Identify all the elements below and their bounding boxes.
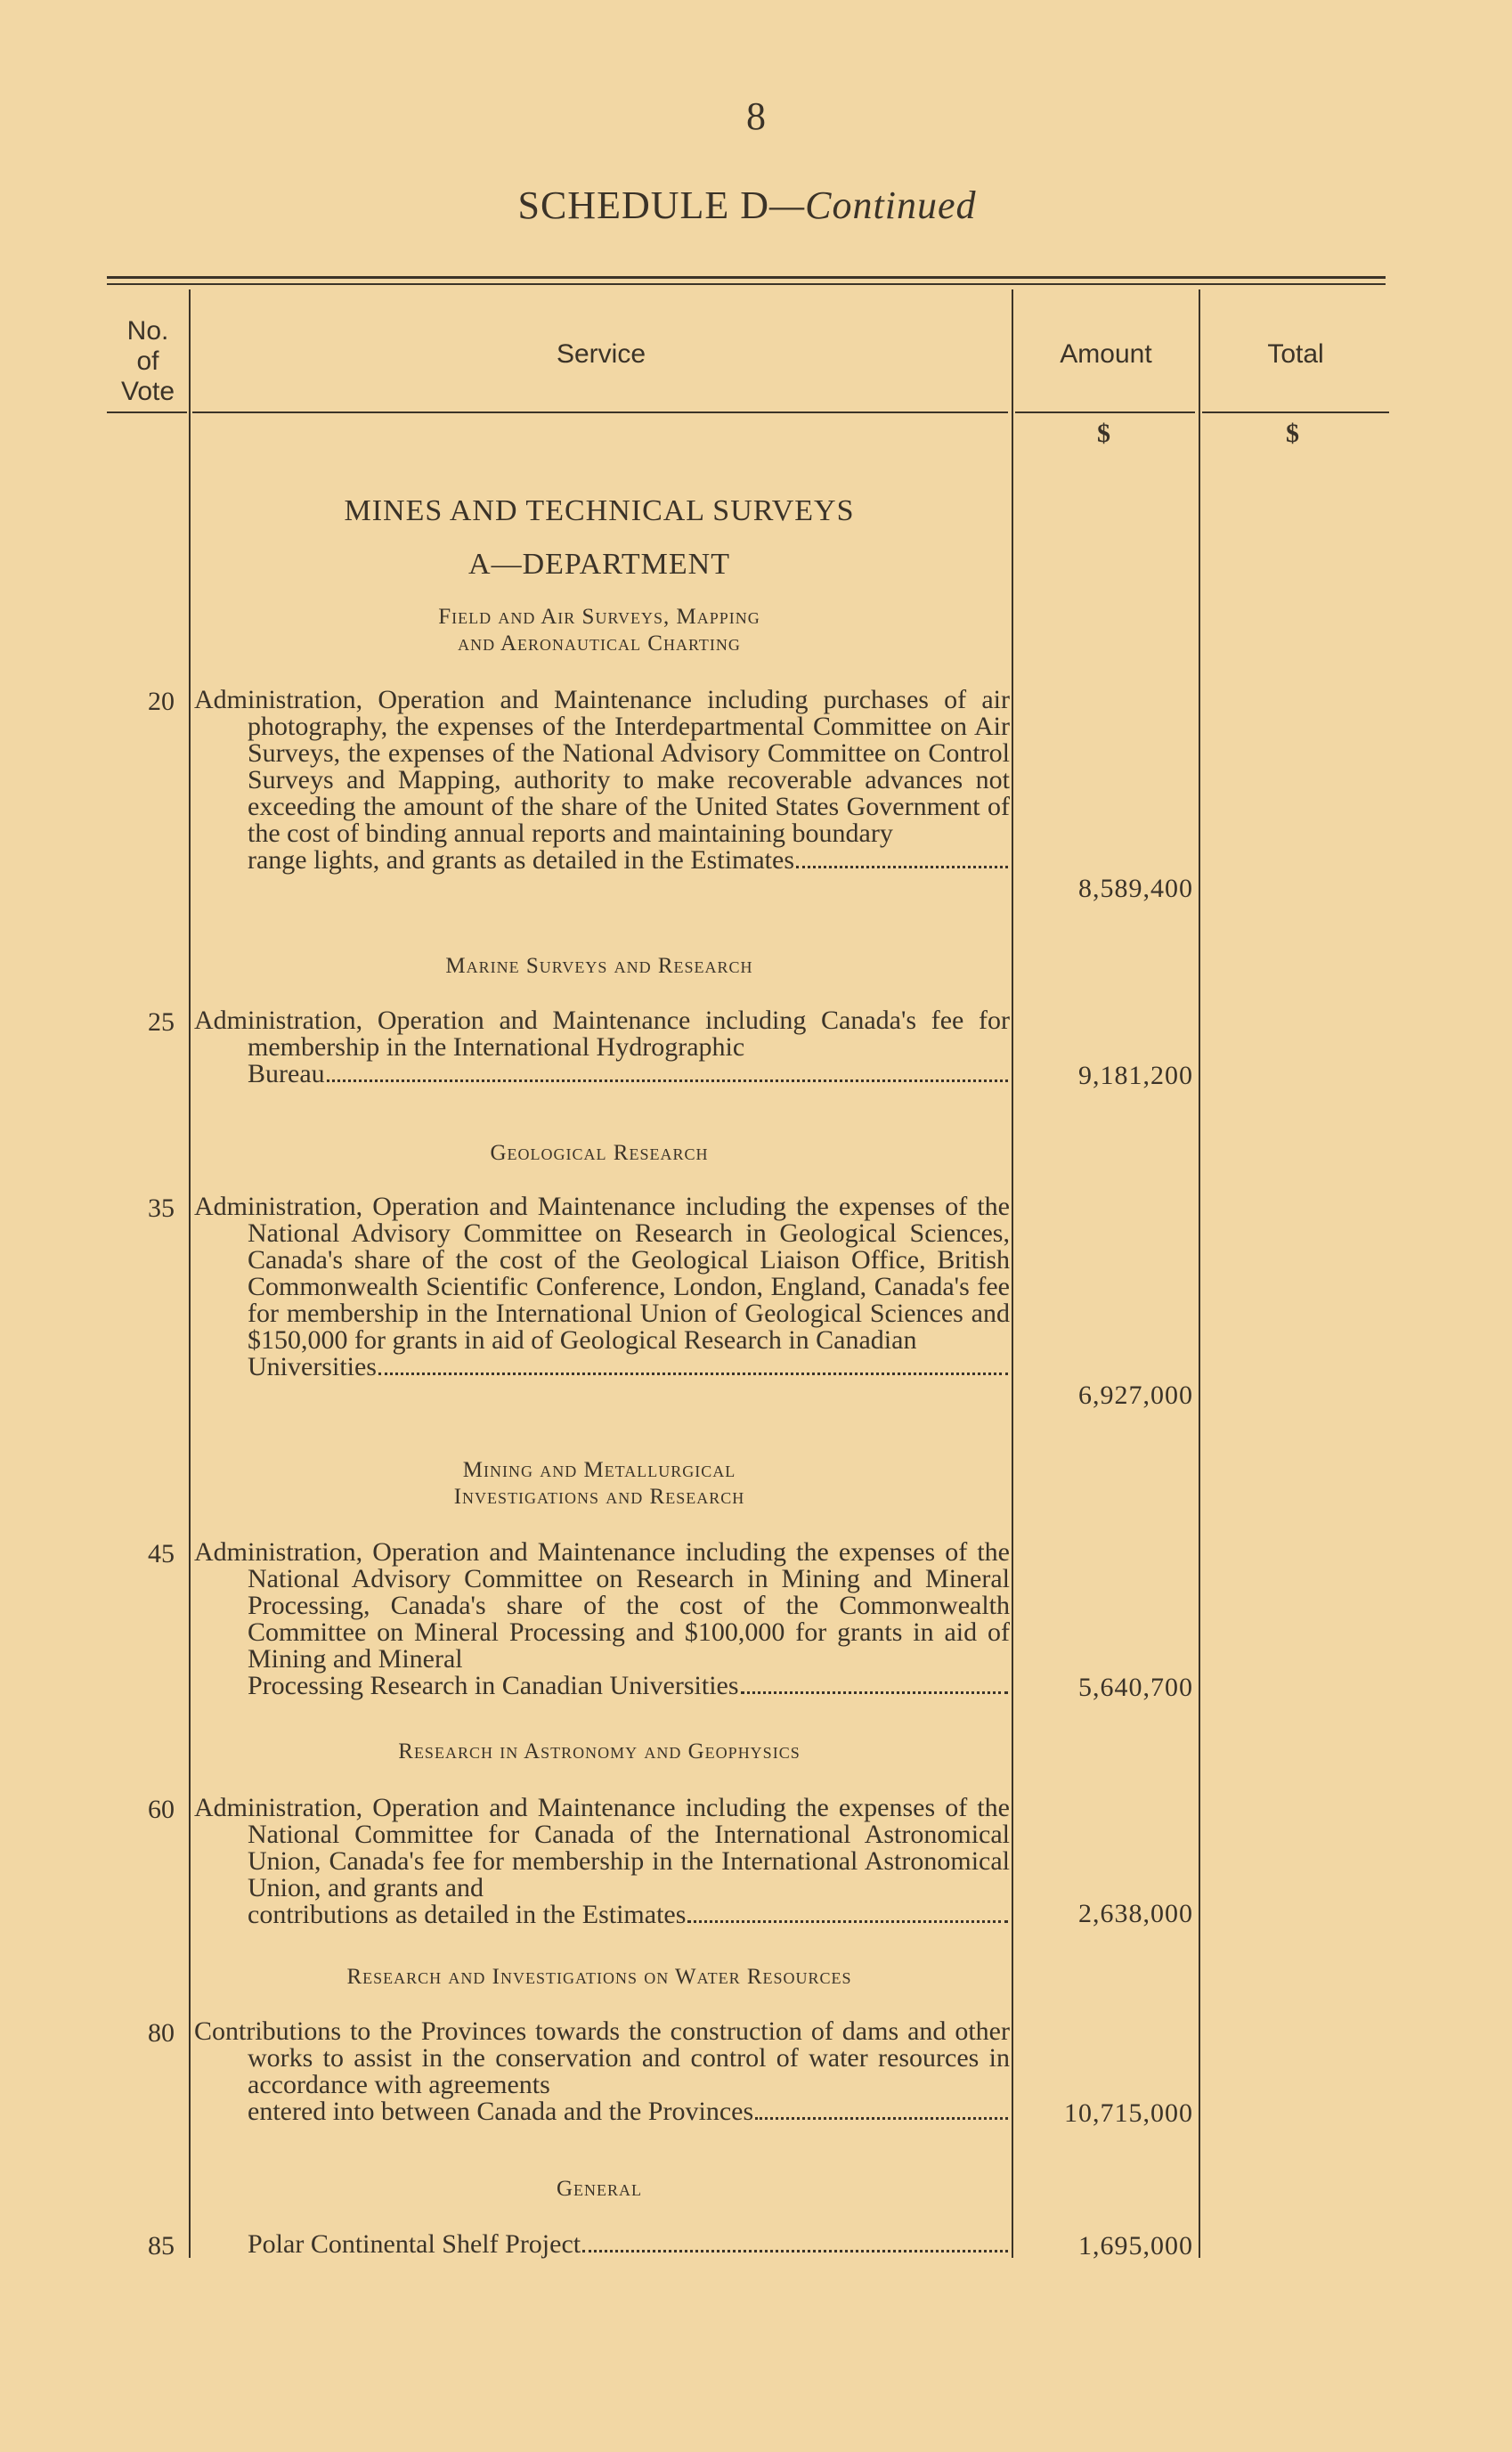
section-heading-line: Marine Surveys and Research (445, 954, 753, 978)
service-description (194, 1193, 1010, 1381)
service-text: Contributions to the Provinces towards the construction of dams and other works to assist in the conservation and control of water resources in accordance with agreements (194, 2016, 1010, 2099)
service-last-text: contributions as detailed in the Estimates (248, 1900, 687, 1929)
vote-number: 85 (148, 2231, 175, 2261)
vote-number: 35 (148, 1193, 175, 1223)
section-heading-line: Field and Air Surveys, Mapping (438, 605, 760, 629)
amount-value: 5,640,700 (1078, 1673, 1193, 1702)
page-number: 8 (746, 94, 766, 138)
total-currency: $ (1286, 419, 1299, 448)
subdepartment-heading: A—DEPARTMENT (468, 548, 730, 581)
service-text: Administration, Operation and Maintenance including Canada's fee for membership in the International Hydrographic (194, 1006, 1010, 1062)
dot-leader (378, 1373, 1008, 1375)
section-heading (191, 1140, 1008, 1167)
section-heading (191, 2176, 1008, 2203)
vote-number: 80 (148, 2018, 175, 2048)
header-underline-total (1202, 411, 1389, 413)
vote-number: 45 (148, 1539, 175, 1568)
schedule-title-continued: —Continued (769, 183, 977, 227)
column-divider-vote (189, 289, 191, 2258)
service-last-text: Polar Continental Shelf Project (248, 2229, 581, 2259)
amount-value: 6,927,000 (1078, 1381, 1193, 1410)
dot-leader (755, 2117, 1008, 2120)
service-last-line (248, 1673, 1010, 1699)
amount-value: 2,638,000 (1078, 1899, 1193, 1928)
section-heading (191, 953, 1008, 980)
vote-number: 60 (148, 1795, 175, 1824)
dot-leader (796, 866, 1008, 868)
section-heading (191, 1739, 1008, 1765)
vote-number: 20 (148, 687, 175, 716)
service-last-text: Bureau (248, 1059, 325, 1088)
service-last-line (248, 847, 1010, 874)
service-last-line (248, 1902, 1010, 1928)
service-description (194, 2018, 1010, 2125)
section-heading-line: Mining and Metallurgical (462, 1458, 736, 1482)
header-total: Total (1267, 339, 1324, 369)
column-divider-service (1012, 289, 1013, 2258)
section-heading-line: and Aeronautical Charting (458, 631, 741, 656)
schedule-title (0, 183, 1494, 228)
service-last-line (248, 2098, 1010, 2125)
dot-leader (327, 1079, 1008, 1082)
service-last-line (248, 1061, 1010, 1088)
vote-number: 25 (148, 1007, 175, 1037)
header-amount: Amount (1060, 339, 1152, 369)
amount-value: 8,589,400 (1078, 874, 1193, 903)
header-underline-service (192, 411, 1008, 413)
service-description (194, 687, 1010, 874)
amount-value: 10,715,000 (1064, 2098, 1193, 2128)
service-text: Administration, Operation and Maintenance including the expenses of the National Advisory Committee on Research in Mining and Mineral Processing, Canada's share of the cost of the Commonwealth Committee on Mineral Processing and $100,000 for grants in aid of Mining and Mineral (194, 1537, 1010, 1674)
service-last-text: Universities (248, 1352, 377, 1381)
section-heading-line: Investigations and Research (453, 1485, 745, 1509)
dot-leader (741, 1691, 1008, 1694)
section-heading-line: Research and Investigations on Water Resources (346, 1965, 852, 1989)
service-last-text: Processing Research in Canadian Universities (248, 1671, 739, 1700)
amount-currency: $ (1097, 419, 1110, 448)
header-service: Service (556, 339, 646, 369)
service-last-line (248, 2231, 1010, 2258)
header-vote: No. of Vote (120, 316, 175, 406)
section-heading (191, 1964, 1008, 1991)
service-last-text: entered into between Canada and the Provinces (248, 2097, 754, 2126)
service-description (194, 1007, 1010, 1088)
section-heading (191, 1457, 1008, 1511)
service-last-text: range lights, and grants as detailed in the Estimates (248, 845, 795, 875)
header-underline-amount (1015, 411, 1195, 413)
dot-leader (582, 2250, 1008, 2252)
service-description (194, 1539, 1010, 1699)
amount-value: 1,695,000 (1078, 2231, 1193, 2261)
department-heading: MINES AND TECHNICAL SURVEYS (344, 494, 855, 527)
section-heading-line: General (556, 2177, 643, 2201)
dot-leader (687, 1920, 1008, 1923)
section-heading-line: Research in Astronomy and Geophysics (398, 1739, 801, 1764)
service-text: Administration, Operation and Maintenance including the expenses of the National Committee for Canada of the International Astronomical Union, Canada's fee for membership in the International Astronomical Union, and grants and (194, 1793, 1010, 1902)
column-divider-amount (1199, 289, 1200, 2258)
table-top-rule (107, 276, 1386, 279)
service-description (194, 1795, 1010, 1928)
service-last-line (248, 1354, 1010, 1381)
header-underline-vote (107, 411, 187, 413)
amount-value: 9,181,200 (1078, 1061, 1193, 1090)
service-text: Administration, Operation and Maintenance including purchases of air photography, the expenses of the Interdepartmental Committee on Air Surveys, the expenses of the National Advisory Committee on Control Surveys and Mapping, authority to make recoverable advances not exceeding the amount of the share of the United States Government of the cost of binding annual reports and maintaining boundary (194, 685, 1010, 848)
section-heading-line: Geological Research (490, 1141, 709, 1165)
section-heading (191, 604, 1008, 657)
service-description (194, 2231, 1010, 2258)
service-text: Administration, Operation and Maintenance including the expenses of the National Advisory Committee on Research in Geological Sciences, Canada's share of the cost of the Geological Liaison Office, British Commonwealth Scientific Conference, London, England, Canada's fee for membership in the International Union of Geological Sciences and $150,000 for grants in aid of Geological Research in Canadian (194, 1192, 1010, 1355)
table-top-rule-inner (107, 283, 1386, 285)
schedule-title-main: SCHEDULE D (517, 183, 770, 227)
